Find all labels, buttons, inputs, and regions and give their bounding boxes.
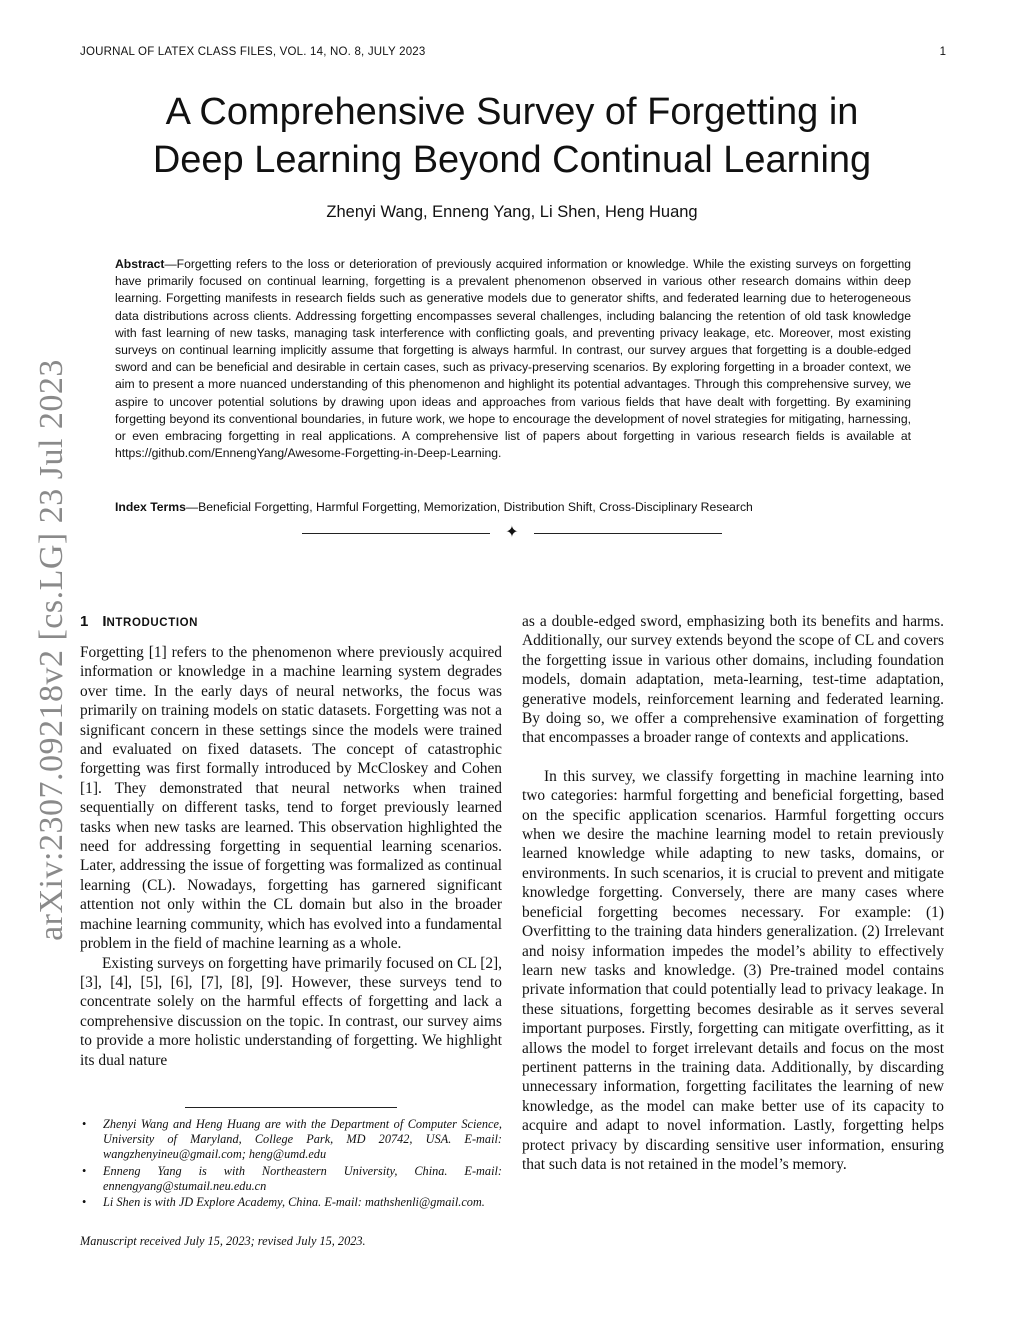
bullet-icon: • bbox=[82, 1163, 87, 1178]
section-heading-rest: NTRODUCTION bbox=[106, 617, 199, 629]
separator-line-right bbox=[534, 533, 722, 534]
footnote-item: • Zhenyi Wang and Heng Huang are with the Department of Computer Science, University of Maryland, College Park, MD 20742, USA. E-mail: wangzhenyineu@gmail.com; heng@umd.edu bbox=[82, 1117, 502, 1162]
footnote-rule bbox=[185, 1107, 397, 1108]
abstract-text: —Forgetting refers to the loss or deterioration of previously acquired information or knowledge. While the existing surveys on forgetting have primarily focused on continual learning, forgetting is a prevalent phenomenon observed in various other research domains within deep learning. Forgetting manifests in research fields such as generative models due to generator shifts, and federated learning due to heterogeneous data distributions across clients. Addressing forgetting encompasses several challenges, including balancing the retention of old task knowledge with fast learning of new tasks, managing task interference with conflicting goals, and preventing privacy leakage, etc. Moreover, most existing surveys on continual learning implicitly assume that forgetting is always harmful. In contrast, our survey argues that forgetting is a double-edged sword and can be beneficial and desirable in certain cases, such as privacy-preserving scenarios. By exploring forgetting in a broader context, we aim to present a more nuanced understanding of this phenomenon and highlight its potential advantages. Through this comprehensive survey, we aspire to uncover potential solutions by drawing upon ideas and approaches from various fields that have dealt with forgetting. By examining forgetting beyond its conventional boundaries, in future work, we hope to encourage the development of novel strategies for mitigating, harnessing, or even embracing forgetting in real applications. A comprehensive list of papers about forgetting in various research fields is available at https://github.com/EnnengYang/Awesome-Forgetting-in-Deep-Learning. bbox=[115, 257, 911, 461]
page-number: 1 bbox=[939, 46, 946, 58]
index-terms bbox=[115, 499, 911, 516]
section-separator bbox=[302, 526, 722, 542]
running-head: JOURNAL OF LATEX CLASS FILES, VOL. 14, NO. 8, JULY 2023 bbox=[80, 46, 426, 58]
section-heading-introduction bbox=[80, 612, 502, 633]
footnote-item: • Li Shen is with JD Explore Academy, China. E-mail: mathshenli@gmail.com. bbox=[82, 1195, 485, 1210]
index-terms-text: —Beneficial Forgetting, Harmful Forgetting, Memorization, Distribution Shift, Cross-Disciplinary Research bbox=[185, 500, 753, 514]
bullet-icon: • bbox=[82, 1195, 87, 1210]
separator-line-left bbox=[302, 533, 490, 534]
section-number: 1 bbox=[80, 613, 89, 630]
manuscript-note: Manuscript received July 15, 2023; revised July 15, 2023. bbox=[80, 1234, 366, 1248]
intro-paragraph-1: Forgetting [1] refers to the phenomenon where previously acquired information or knowledge in a machine learning system degrades over time. In the early days of neural networks, the focus was primarily on training models on static datasets. Forgetting was not a significant concern in these settings since the models were trained and evaluated on fixed datasets. The concept of catastrophic forgetting was first formally introduced by McCloskey and Cohen [1]. They demonstrated that neural networks when trained sequentially on different tasks, tend to forget previously learned tasks when new tasks are learned. This observation highlighted the need for addressing forgetting in sequential learning scenarios. Later, addressing the issue of forgetting was formalized as continual learning (CL). Nowadays, forgetting has garnered significant attention not only within the CL domain but also in the broader machine learning community, which has evolved into a fundamental problem in the field of machine learning as a whole. bbox=[80, 644, 502, 953]
bullet-icon: • bbox=[82, 1117, 87, 1131]
right-column bbox=[522, 612, 944, 1174]
paper-title bbox=[100, 88, 924, 184]
footnote-item: • Enneng Yang is with Northeastern University, China. E-mail: ennengyang@stumail.neu.edu.cn bbox=[82, 1163, 502, 1193]
affiliation-footnotes bbox=[80, 1117, 502, 1211]
separator-diamond-icon: ✦ bbox=[505, 524, 519, 541]
title-line-1: A Comprehensive Survey of Forgetting in bbox=[165, 91, 859, 133]
author-list: Zhenyi Wang, Enneng Yang, Li Shen, Heng Huang bbox=[326, 203, 698, 221]
intro-paragraph-2: Existing surveys on forgetting have primarily focused on CL [2], [3], [4], [5], [6], [7], [8], [9]. However, these surveys tend to concentrate solely on the harmful effects of forgetting and lack a comprehensive discussion on the topic. In contrast, our survey aims to provide a more holistic understanding of forgetting. We highlight its dual nature bbox=[80, 954, 502, 1069]
arxiv-stamp: arXiv:2307.09218v2 [cs.LG] 23 Jul 2023 bbox=[33, 359, 70, 941]
abstract bbox=[115, 256, 911, 462]
left-column bbox=[80, 612, 502, 1070]
intro-paragraph-3: as a double-edged sword, emphasizing both its benefits and harms. Additionally, our survey extends beyond the scope of CL and covers the forgetting issue in various other domains, including foundation models, domain adaptation, meta-learning, test-time adaptation, generative models, reinforcement learning and federated learning. By doing so, we offer a comprehensive examination of forgetting that encompasses a broader range of contexts and applications. bbox=[522, 613, 944, 747]
title-line-2: Deep Learning Beyond Continual Learning bbox=[152, 139, 872, 181]
intro-paragraph-4: In this survey, we classify forgetting in machine learning into two categories: harmful forgetting and beneficial forgetting, based on the specific application scenarios. Harmful forgetting occurs when we desire the machine learning model to retain previously learned knowledge while adapting to new tasks, domains, or environments. In such scenarios, it is crucial to prevent and mitigate knowledge forgetting. Conversely, there are many cases where beneficial forgetting becomes necessary. For example: (1) Overfitting to the training data hinders generalization. (2) Irrelevant and noisy information impedes the model’s ability to effectively learn new tasks and knowledge. (3) Pre-trained model contains private information that could potentially lead to privacy leakage. In these situations, forgetting becomes desirable as it serves several important purposes. Firstly, forgetting can mitigate overfitting, as it allows the model to forget irrelevant details and focus on the most pertinent patterns in the training data. Additionally, by discarding unnecessary information, forgetting facilitates the learning of new knowledge, as the model can make better use of its capacity to acquire and adapt to novel information. Lastly, forgetting helps protect privacy by discarding sensitive user information, ensuring that such data is not retained in the model’s memory. bbox=[522, 767, 944, 1173]
section-heading-initial: I bbox=[102, 613, 107, 630]
index-terms-label: Index Terms bbox=[115, 500, 186, 514]
abstract-label: Abstract bbox=[115, 257, 165, 271]
